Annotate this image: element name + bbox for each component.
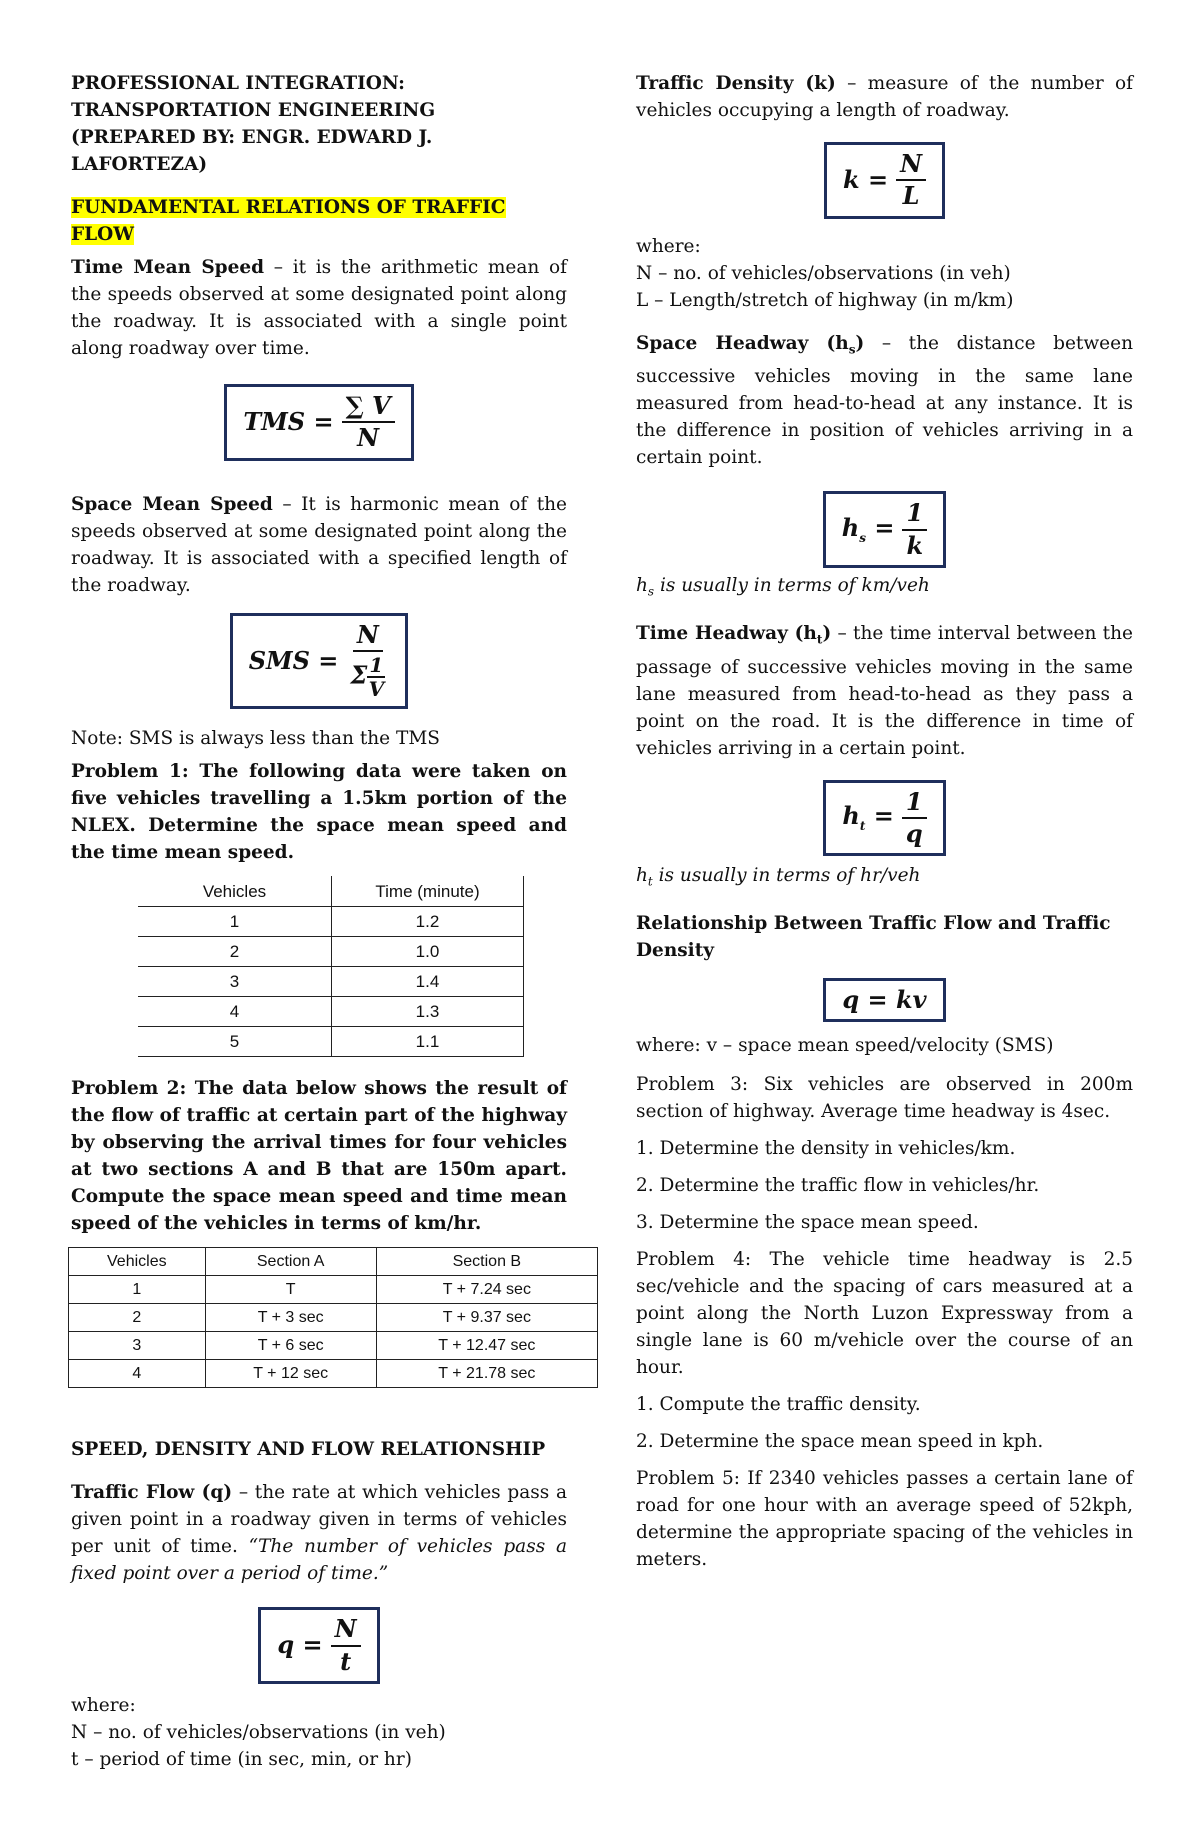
table-cell: T + 7.24 sec: [376, 1276, 597, 1304]
table-cell: 2: [69, 1304, 206, 1332]
flow-formula: [258, 1607, 379, 1684]
table-cell: 1.1: [332, 1027, 524, 1057]
tms-numerator: ∑ V: [342, 393, 395, 423]
problem-3-question-2: 2. Determine the traffic flow in vehicles/hr.: [636, 1175, 1040, 1197]
table-row: [69, 1304, 598, 1332]
sms-formula: [230, 613, 409, 709]
sms-term: Space Mean Speed: [71, 493, 273, 515]
note-text: Note: SMS is always less than the TMS: [71, 728, 440, 750]
problem-3-question-1: 1. Determine the density in vehicles/km.: [636, 1138, 1016, 1160]
tms-term: Time Mean Speed: [71, 257, 265, 278]
table-cell: 1.0: [332, 937, 524, 967]
density-where-l: L – Length/stretch of highway (in m/km): [636, 289, 1014, 311]
table-row: [138, 937, 524, 967]
table-cell: 1.2: [332, 907, 524, 937]
flow-definition: [71, 1479, 567, 1587]
density-denominator: L: [902, 181, 920, 211]
density-formula: [824, 142, 945, 219]
table-cell: 1: [69, 1276, 206, 1304]
table-header: Vehicles: [138, 876, 332, 907]
problem-4-question-1: 1. Compute the traffic density.: [636, 1394, 921, 1416]
problem-4-question-2: 2. Determine the space mean speed in kph.: [636, 1431, 1044, 1453]
table-cell: T + 6 sec: [205, 1332, 376, 1360]
tms-formula: [224, 384, 413, 461]
time-headway-lhs: $h_t$ =: [842, 801, 894, 833]
relationship-formula: q = kv: [823, 978, 945, 1022]
table-header-row: [69, 1248, 598, 1276]
tms-lhs: TMS =: [243, 407, 334, 437]
flow-where-n: N – no. of vehicles/observations (in veh): [71, 1721, 446, 1743]
density-term: Traffic Density (k): [636, 73, 836, 94]
sms-lhs: SMS =: [248, 645, 339, 675]
table-cell: 1.4: [332, 967, 524, 997]
problem-4-text: Problem 4: The vehicle time headway is 2.5 sec/vehicle and the spacing of cars measured at a point along the North Luzon Expressway from a single lane is 60 m/vehicle over the course of an hour.: [636, 1249, 1133, 1379]
relationship-where: where: v – space mean speed/velocity (SMS): [636, 1035, 1054, 1057]
time-headway-numerator: 1: [902, 789, 927, 819]
flow-where-t: t – period of time (in sec, min, or hr): [71, 1748, 412, 1770]
header-line-3: (PREPARED BY: ENGR. EDWARD J. LAFORTEZA): [71, 127, 433, 175]
table-row: [69, 1332, 598, 1360]
tms-definition: [71, 254, 567, 362]
problem-2-table: [68, 1247, 598, 1388]
space-headway-text: – the distance between successive vehicles moving in the same lane measured from head-to-head at any instance. It is the difference in position of vehicles arriving in a certain point.: [636, 332, 1133, 469]
density-definition: [636, 70, 1133, 124]
table-cell: 5: [138, 1027, 332, 1057]
flow-where: where:: [71, 1694, 136, 1716]
tms-text: – it is the arithmetic mean of the speeds observed at some designated point along the roadway. It is associated with a single point along roadway over time.: [71, 257, 567, 359]
table-row: [138, 997, 524, 1027]
space-headway-formula: [823, 491, 946, 568]
table-cell: 3: [138, 967, 332, 997]
section-title-speed-density-flow: SPEED, DENSITY AND FLOW RELATIONSHIP: [71, 1439, 546, 1461]
header-line-1: PROFESSIONAL INTEGRATION:: [71, 73, 405, 94]
table-cell: 4: [69, 1360, 206, 1388]
table-cell: 4: [138, 997, 332, 1027]
table-cell: T + 9.37 sec: [376, 1304, 597, 1332]
density-where: where:: [636, 235, 701, 257]
time-headway-term: Time Headway $(h_t)$: [636, 622, 832, 647]
problem-3-text: Problem 3: Six vehicles are observed in 200m section of highway. Average time headway is 4sec.: [636, 1074, 1133, 1123]
density-numerator: N: [896, 151, 926, 181]
flow-lhs: q =: [277, 1630, 323, 1660]
table-cell: T: [205, 1276, 376, 1304]
problem-5-text: Problem 5: If 2340 vehicles passes a certain lane of road for one hour with an average speed of 52kph, determine the appropriate spacing of the vehicles in meters.: [636, 1468, 1133, 1571]
table-cell: 2: [138, 937, 332, 967]
sms-denominator: Σ $\frac{1}{V}$: [350, 653, 385, 702]
space-headway-denominator: k: [906, 530, 924, 560]
flow-quote: “The number of vehicles pass a fixed point over a period of time.”: [71, 1536, 567, 1585]
table-header-row: [138, 876, 524, 907]
problem-2-text: Problem 2: The data below shows the result of the flow of traffic at certain part of the highway by observing the arrival times for four vehicles at two sections A and B that are 150m apart. Compute the space mean speed and time mean speed of the vehicles in terms of km/hr.: [71, 1078, 567, 1235]
sms-definition: [71, 491, 567, 599]
time-headway-unit: $h_t$ is usually in terms of hr/veh: [636, 865, 921, 890]
table-cell: 3: [69, 1332, 206, 1360]
space-headway-unit: $h_s$ is usually in terms of km/veh: [636, 575, 930, 599]
time-headway-denominator: q: [905, 819, 923, 849]
flow-denominator: t: [340, 1646, 352, 1676]
space-headway-numerator: 1: [902, 500, 927, 530]
time-headway-definition: [636, 620, 1133, 762]
flow-numerator: N: [331, 1616, 361, 1646]
table-cell: 1: [138, 907, 332, 937]
problem-1-table: [138, 876, 524, 1057]
time-headway-formula: [823, 780, 945, 857]
flow-term: Traffic Flow (q): [71, 1482, 233, 1504]
flow-text: – the rate at which vehicles pass a given point in a roadway given in terms of vehicles per unit of time.: [71, 1482, 567, 1558]
table-cell: T + 21.78 sec: [376, 1360, 597, 1388]
density-text: – measure of the number of vehicles occupying a length of roadway.: [636, 73, 1133, 121]
section-title-fundamental: FUNDAMENTAL RELATIONS OF TRAFFIC FLOW: [71, 197, 506, 245]
table-header: Time (minute): [332, 876, 524, 907]
table-header: Section B: [376, 1248, 597, 1276]
table-cell: T + 12 sec: [205, 1360, 376, 1388]
problem-1-text: Problem 1: The following data were taken on five vehicles travelling a 1.5km portion of the NLEX. Determine the space mean speed and the time mean speed.: [71, 761, 567, 864]
table-row: [138, 967, 524, 997]
tms-denominator: N: [357, 423, 380, 453]
table-row: [69, 1276, 598, 1304]
table-row: [138, 1027, 524, 1057]
left-column: [71, 70, 567, 1773]
table-header: Vehicles: [69, 1248, 206, 1276]
sms-text: – It is harmonic mean of the speeds observed at some designated point along the roadway. It is associated with a specified length of the roadway.: [71, 493, 567, 596]
sms-numerator: N: [353, 622, 383, 652]
density-lhs: k =: [842, 165, 889, 195]
density-where-n: N – no. of vehicles/observations (in veh): [636, 262, 1011, 284]
table-cell: T + 3 sec: [205, 1304, 376, 1332]
table-row: [69, 1360, 598, 1388]
header-line-2: TRANSPORTATION ENGINEERING: [71, 100, 436, 121]
space-headway-definition: [636, 330, 1133, 472]
table-header: Section A: [205, 1248, 376, 1276]
space-headway-term: Space Headway $(h_s)$: [636, 332, 865, 357]
time-headway-text: – the time interval between the passage of successive vehicles moving in the same lane measured from head-to-head as they pass a point on the road. It is the difference in time of vehicles arriving in a certain point.: [636, 622, 1133, 759]
relationship-title: Relationship Between Traffic Flow and Traffic Density: [636, 913, 1111, 962]
right-column: [636, 70, 1133, 1573]
table-cell: 1.3: [332, 997, 524, 1027]
space-headway-lhs: $h_s$ =: [841, 512, 895, 545]
problem-3-question-3: 3. Determine the space mean speed.: [636, 1212, 979, 1234]
table-cell: T + 12.47 sec: [376, 1332, 597, 1360]
table-row: [138, 907, 524, 937]
